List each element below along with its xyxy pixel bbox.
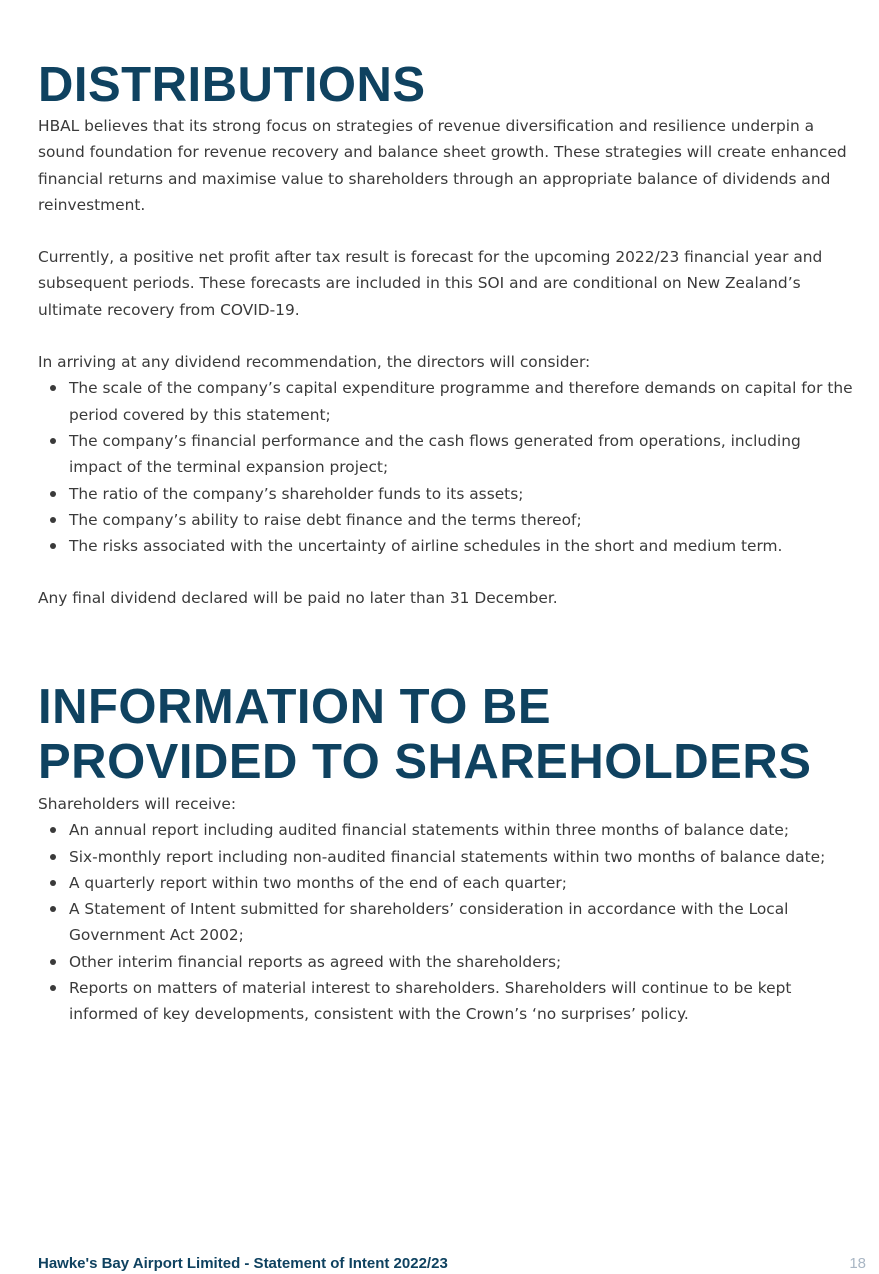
information-body: [38, 791, 853, 1028]
list-item: Other interim financial reports as agreed with the shareholders;: [38, 949, 853, 975]
list-item: Six-monthly report including non-audited financial statements within two months of balance date;: [38, 844, 853, 870]
information-heading: [38, 680, 811, 790]
distributions-closing: Any final dividend declared will be paid no later than 31 December.: [38, 589, 558, 608]
page-number: 18: [849, 1255, 866, 1272]
list-item: A Statement of Intent submitted for shareholders’ consideration in accordance with the Local Government Act 2002;: [38, 896, 853, 949]
list-item: Reports on matters of material interest to shareholders. Shareholders will continue to be kept informed of key developments, consistent with the Crown’s ‘no surprises’ policy.: [38, 975, 853, 1028]
distributions-intro: In arriving at any dividend recommendation, the directors will consider:: [38, 353, 591, 372]
list-item: The risks associated with the uncertainty of airline schedules in the short and medium term.: [38, 533, 853, 559]
list-item: An annual report including audited financial statements within three months of balance date;: [38, 817, 853, 843]
distributions-bullet-list: [38, 375, 853, 559]
footer-title: Hawke's Bay Airport Limited - Statement of Intent 2022/23: [38, 1255, 448, 1272]
information-heading-line-1: INFORMATION TO BE: [38, 680, 551, 734]
list-item: The company’s financial performance and the cash flows generated from operations, including impact of the terminal expansion project;: [38, 428, 853, 481]
distributions-paragraph-1: HBAL believes that its strong focus on strategies of revenue diversification and resilience underpin a sound foundation for revenue recovery and balance sheet growth. These strategies will create enhanced financial returns and maximise value to shareholders through an appropriate balance of dividends and reinvestment.: [38, 117, 847, 214]
distributions-body: [38, 113, 853, 612]
list-item: The company’s ability to raise debt finance and the terms thereof;: [38, 507, 853, 533]
list-item: The scale of the company’s capital expenditure programme and therefore demands on capital for the period covered by this statement;: [38, 375, 853, 428]
information-bullet-list: [38, 817, 853, 1027]
information-intro: Shareholders will receive:: [38, 795, 237, 813]
information-heading-line-2: PROVIDED TO SHAREHOLDERS: [38, 735, 812, 789]
list-item: The ratio of the company’s shareholder funds to its assets;: [38, 481, 853, 507]
distributions-heading: DISTRIBUTIONS: [38, 58, 426, 112]
distributions-paragraph-2: Currently, a positive net profit after tax result is forecast for the upcoming 2022/23 financial year and subsequent periods. These forecasts are included in this SOI and are conditional on New Zealand’s ultimate recovery from COVID-19.: [38, 248, 823, 319]
list-item: A quarterly report within two months of the end of each quarter;: [38, 870, 853, 896]
